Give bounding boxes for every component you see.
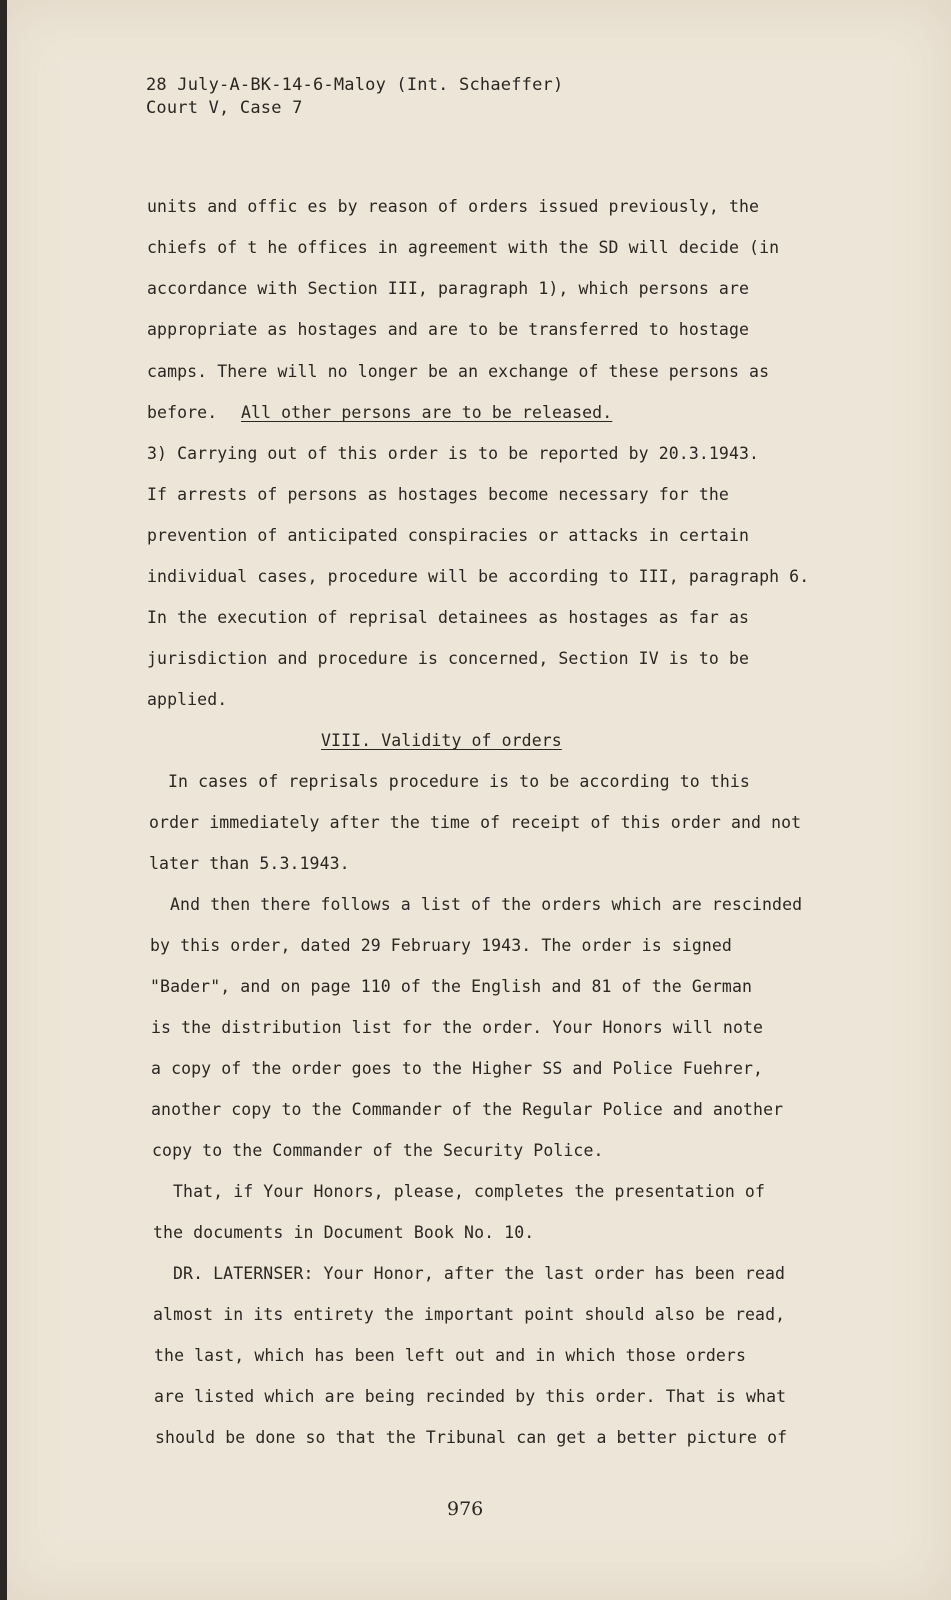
text-line: 3) Carrying out of this order is to be reported by 20.3.1943.: [147, 444, 760, 463]
text-line: camps. There will no longer be an exchange of these persons as: [147, 362, 770, 381]
text-line: the last, which has been left out and in which those orders: [154, 1346, 746, 1365]
text-line: by this order, dated 29 February 1943. The order is signed: [150, 936, 732, 955]
header-line-1: 28 July-A-BK-14-6-Maloy (Int. Schaeffer): [146, 75, 564, 95]
text-line: the documents in Document Book No. 10.: [153, 1223, 535, 1242]
text-line: before.: [147, 403, 218, 422]
text-line: units and offic es by reason of orders issued previously, the: [147, 197, 760, 216]
header-line-2: Court V, Case 7: [146, 98, 303, 118]
text-line: are listed which are being recinded by this order. That is what: [154, 1387, 787, 1406]
text-line: In the execution of reprisal detainees as hostages as far as: [147, 608, 750, 627]
text-line: another copy to the Commander of the Regular Police and another: [151, 1100, 784, 1119]
text-line: a copy of the order goes to the Higher SS and Police Fuehrer,: [151, 1059, 764, 1078]
text-line: order immediately after the time of receipt of this order and not: [149, 813, 802, 832]
text-line: accordance with Section III, paragraph 1), which persons are: [147, 279, 750, 298]
text-line: That, if Your Honors, please, completes the presentation of: [173, 1182, 765, 1201]
text-line: jurisdiction and procedure is concerned, Section IV is to be: [147, 649, 750, 668]
text-line: "Bader", and on page 110 of the English and 81 of the German: [150, 977, 753, 996]
text-line: DR. LATERNSER: Your Honor, after the last order has been read: [173, 1264, 786, 1283]
text-line: chiefs of t he offices in agreement with the SD will decide (in: [147, 238, 780, 257]
text-line: should be done so that the Tribunal can get a better picture of: [155, 1428, 788, 1447]
text-line: applied.: [147, 690, 228, 709]
section-heading: VIII. Validity of orders: [321, 731, 562, 750]
text-line: If arrests of persons as hostages become necessary for the: [147, 485, 729, 504]
text-line: individual cases, procedure will be according to III, paragraph 6.: [147, 567, 810, 586]
text-line: later than 5.3.1943.: [149, 854, 350, 873]
text-line: appropriate as hostages and are to be transferred to hostage: [147, 320, 750, 339]
text-line: is the distribution list for the order. Your Honors will note: [151, 1018, 764, 1037]
text-line: And then there follows a list of the orders which are rescinded: [170, 895, 803, 914]
underlined-text-line: All other persons are to be released.: [241, 403, 613, 422]
text-line: prevention of anticipated conspiracies or attacks in certain: [147, 526, 750, 545]
text-line: copy to the Commander of the Security Police.: [152, 1141, 604, 1160]
page-number: 976: [447, 1498, 484, 1520]
text-line: In cases of reprisals procedure is to be according to this: [168, 772, 750, 791]
text-line: almost in its entirety the important point should also be read,: [153, 1305, 786, 1324]
